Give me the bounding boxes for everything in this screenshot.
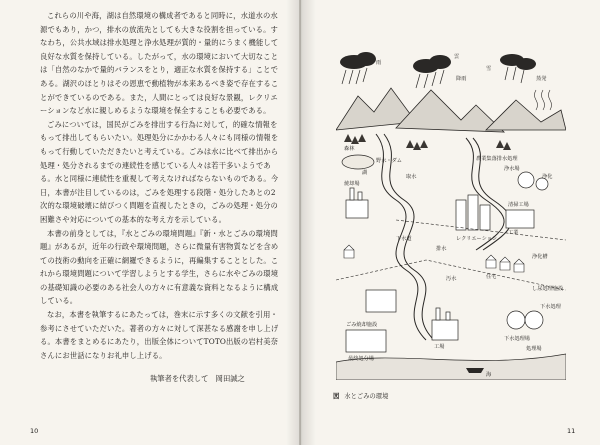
page-number-right: 11 xyxy=(567,427,576,435)
label: 工場 xyxy=(434,344,445,350)
label: 汚水 xyxy=(446,276,457,282)
label: 浄水場 xyxy=(504,166,520,172)
label: 下水処理 xyxy=(540,304,561,310)
label: レクリエーション xyxy=(456,236,498,242)
label: 焼却場 xyxy=(344,181,360,187)
right-page xyxy=(301,0,600,445)
label: 野水・ダム xyxy=(376,158,402,164)
label: 農業集落排水処理 xyxy=(476,156,518,162)
label: 蒸発 xyxy=(536,76,547,82)
preface-body xyxy=(40,9,280,362)
figure-caption-mark: 図 xyxy=(333,393,340,400)
water-cycle-illustration xyxy=(336,50,566,380)
tree-icon xyxy=(344,134,511,150)
label: 下水道 xyxy=(396,236,412,242)
cloud-icon xyxy=(340,52,536,73)
mountain-icon xyxy=(336,88,566,132)
label: 取水 xyxy=(406,174,417,180)
figure-caption xyxy=(333,391,388,400)
ship-icon xyxy=(466,368,484,373)
label: 住宅 xyxy=(486,274,497,280)
label: 雪 xyxy=(486,66,492,72)
figure-caption-text: 水とごみの環境 xyxy=(344,393,389,400)
paragraph: 本書の前身としては，『水とごみの環境問題』『新・水とごみの環境問題』があるが，近年の行政や環境問題，さらに微量有害物質などを含めての技術の動向を正確に網羅できるように，再編集することとした。これから環境問題について学習しようとする学生，さらに水やごみの環境の基礎知識の必要のある社会人の方々に有意義な資料となるように構成している。 xyxy=(40,228,279,306)
label: 処理場 xyxy=(526,346,542,352)
paragraph: ごみについては，国民がごみを排出する行為に対して，的確な情報をもって排出してもらいたい。処理処分にかかわる人々にも同様の情報をもって行動していただきたいと考えている。ごみは水に比べて排出から処理・処分されるまでの連続性を感じている人々は若干多いようである。水と同様に連続性を重視して考えなければならないものである。今日，本書が注目しているのは，ごみを処理する段階・処分したあとの2次的な環境破壊に結びつく問題を直視したときの，ごみの処理・処分の困難さや対応についての基本的な考え方を示している。 xyxy=(40,119,279,224)
label: ごみ焼却施設 xyxy=(346,322,378,328)
label: 浄化 xyxy=(542,174,553,180)
building-icon xyxy=(366,195,490,312)
label: 工業 xyxy=(508,230,519,236)
paragraph: なお，本書を執筆するにあたっては，巻末に示す多くの文献を引用・参考にさせていただいた。著者の方々に対して深甚なる感謝を申し上げる。本書をまとめるにあたり，出版全体についてTOTO出版の岩村美奈さんにお世話になりお礼申し上げる。 xyxy=(40,310,279,360)
label: 最終処分場 xyxy=(348,356,374,362)
label: 下水処理場 xyxy=(504,336,530,342)
label: し尿処理施設 xyxy=(532,286,564,292)
label: 浄化槽 xyxy=(532,254,548,260)
page-number-left: 10 xyxy=(30,427,39,435)
label: 降雨 xyxy=(456,76,467,82)
label: 排水 xyxy=(436,246,447,252)
label: 清掃工場 xyxy=(508,202,529,208)
label: 雲 xyxy=(454,54,460,60)
label: 海 xyxy=(486,372,492,378)
paragraph: これらの川や海，湖は自然環境の構成者であると同時に，水道水の水源でもあり，かつ，排水の放流先としても大きな役割を担っている。すなわち，公共水域は排水処理と浄水処理が質的・量的にうまく機能して良好な水質を保持している。したがって，水の環境において大切なことは「自然のなかで量的バランスをとり，適正な水質を保持する」ことである。湖沢のほとりはその恩恵で動植物が本来あるべき姿で存在することができているのである。また，人間にとっては良好な景観，レクリエーションなど水に親しめるような環境を保全することも必要である。 xyxy=(40,11,279,116)
author-signature: 執筆者を代表して 岡田誠之 xyxy=(150,374,245,383)
house-icon xyxy=(344,245,524,272)
label: 雨 xyxy=(376,60,382,66)
label: 湖 xyxy=(362,170,368,176)
left-page xyxy=(0,0,299,445)
label: 森林 xyxy=(344,146,355,152)
